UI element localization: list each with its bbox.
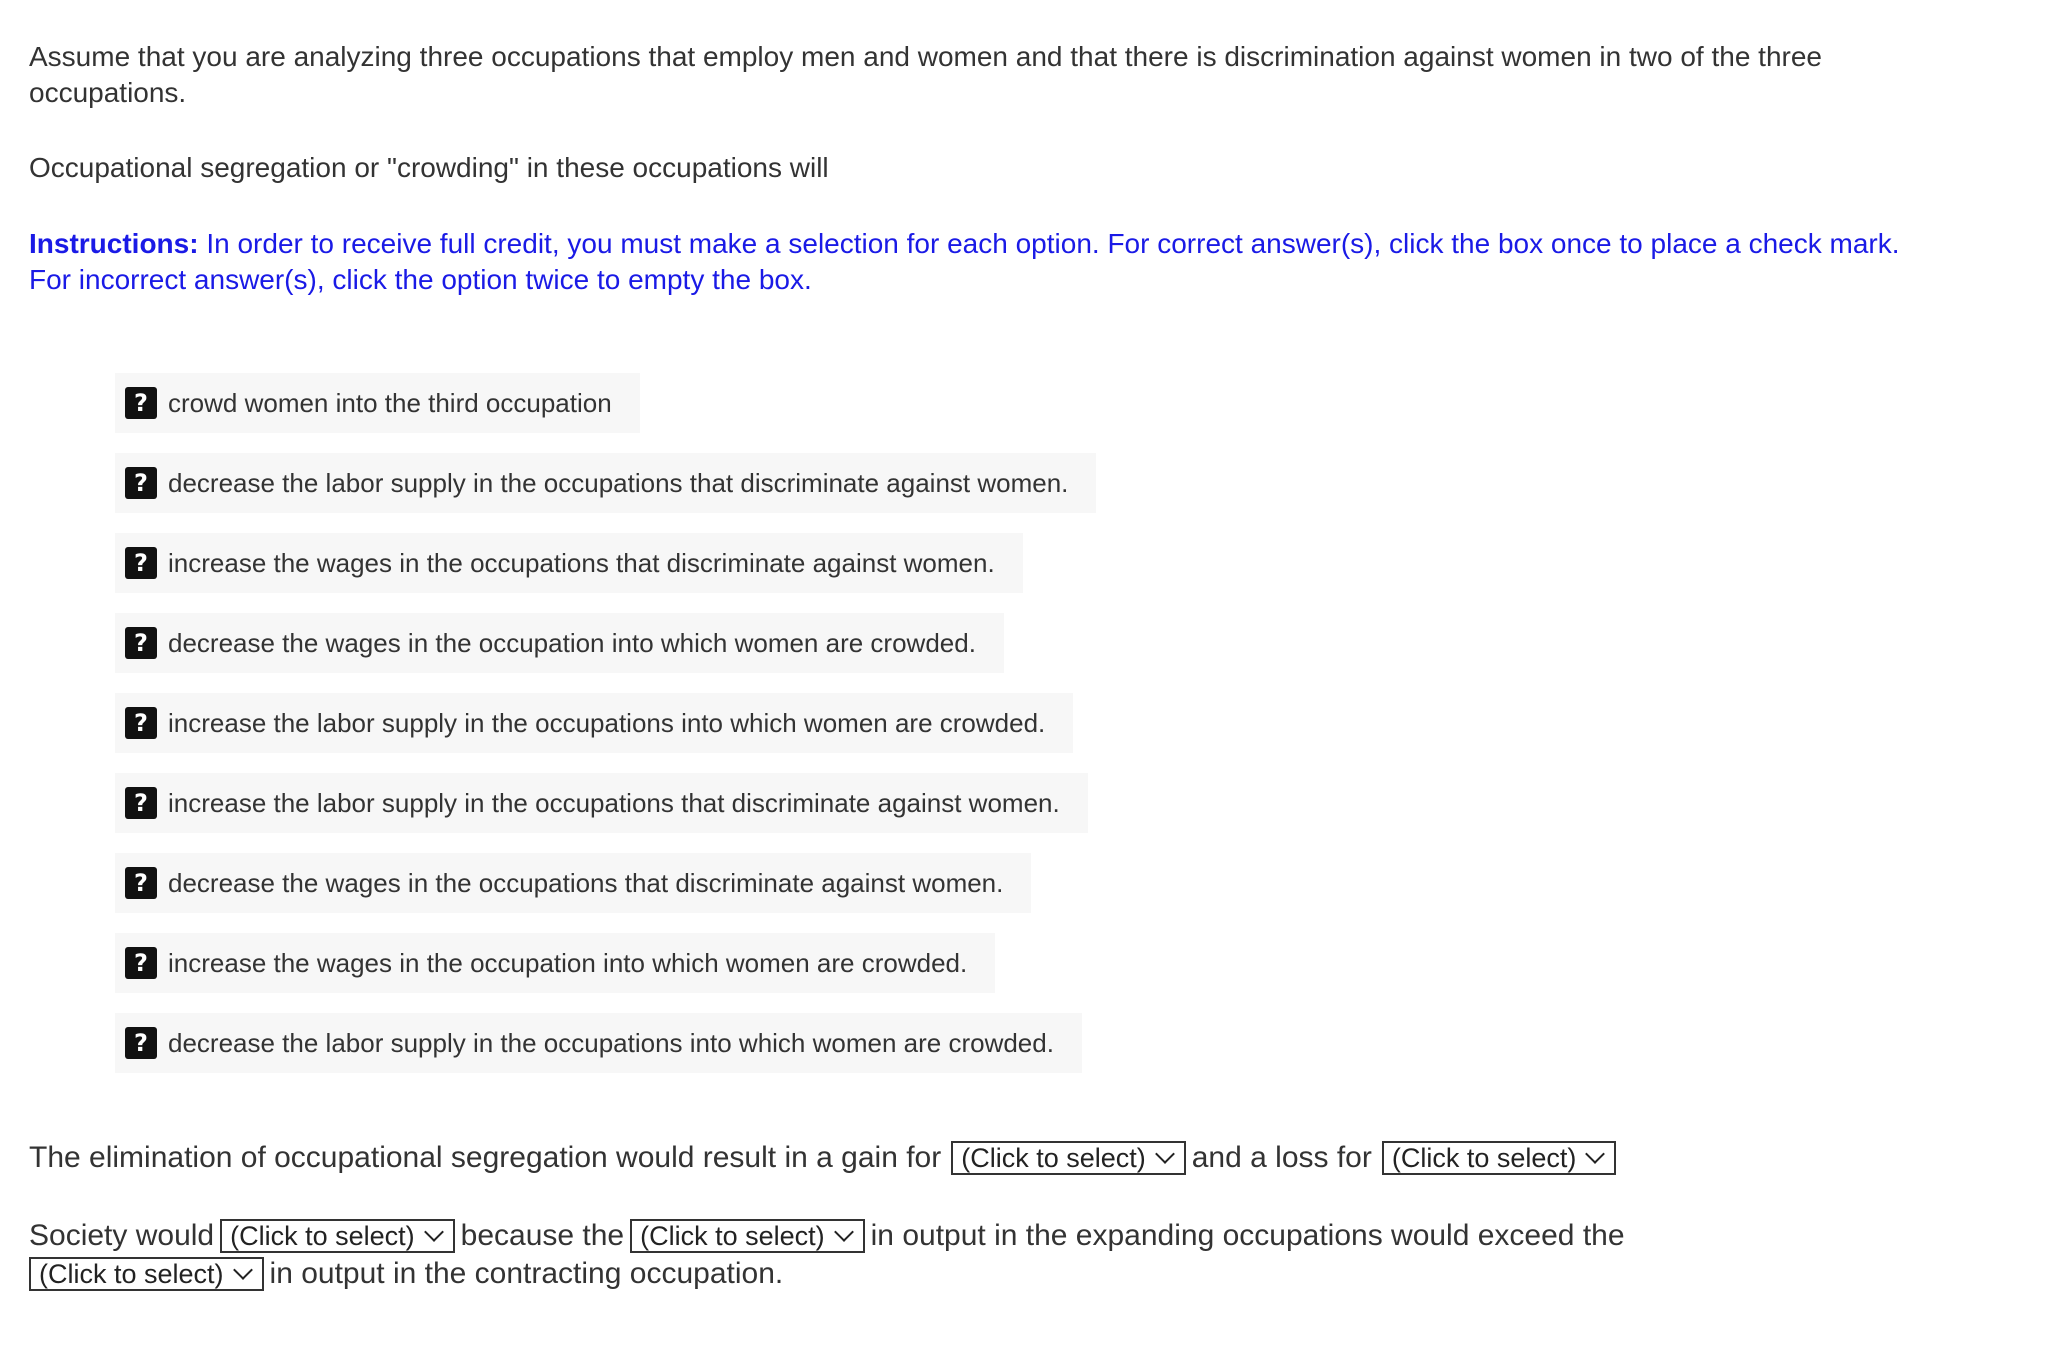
instructions-label: Instructions: bbox=[29, 228, 199, 259]
sentence-text: The elimination of occupational segregation would result in a gain for bbox=[29, 1141, 942, 1174]
chevron-down-icon bbox=[1585, 1144, 1605, 1164]
option-item[interactable] bbox=[115, 533, 1023, 593]
option-item[interactable] bbox=[115, 693, 1073, 753]
option-item[interactable] bbox=[115, 613, 1004, 673]
question-mark-icon[interactable]: ? bbox=[125, 547, 157, 579]
loss-for-select[interactable]: (Click to select) bbox=[1382, 1141, 1617, 1175]
society-would-select[interactable]: (Click to select) bbox=[220, 1219, 455, 1253]
comparison-select[interactable]: (Click to select) bbox=[29, 1257, 264, 1291]
sentence-text: in output in the expanding occupations would exceed the bbox=[870, 1219, 1625, 1252]
question-mark-icon[interactable]: ? bbox=[125, 707, 157, 739]
gain-for-select[interactable]: (Click to select) bbox=[951, 1141, 1186, 1175]
option-label: decrease the wages in the occupation into which women are crowded. bbox=[168, 627, 976, 658]
sentence-text: and a loss for bbox=[1191, 1141, 1372, 1174]
chevron-down-icon bbox=[233, 1260, 253, 1280]
sentence-society-line2 bbox=[29, 1257, 783, 1291]
option-item[interactable] bbox=[115, 1013, 1082, 1073]
option-label: increase the labor supply in the occupations into which women are crowded. bbox=[168, 707, 1046, 738]
option-label: increase the wages in the occupation into which women are crowded. bbox=[168, 947, 968, 978]
sentence-text: in output in the contracting occupation. bbox=[269, 1257, 784, 1290]
option-label: decrease the wages in the occupations that discriminate against women. bbox=[168, 867, 1004, 898]
question-mark-icon[interactable]: ? bbox=[125, 387, 157, 419]
option-label: decrease the labor supply in the occupations that discriminate against women. bbox=[168, 467, 1069, 498]
change-select[interactable]: (Click to select) bbox=[630, 1219, 865, 1253]
option-label: increase the labor supply in the occupations that discriminate against women. bbox=[168, 787, 1060, 818]
option-label: crowd women into the third occupation bbox=[168, 387, 612, 418]
chevron-down-icon bbox=[424, 1222, 444, 1242]
option-item[interactable] bbox=[115, 853, 1031, 913]
sentence-text: because the bbox=[460, 1219, 625, 1252]
instructions bbox=[29, 226, 1929, 298]
option-label: increase the wages in the occupations that discriminate against women. bbox=[168, 547, 995, 578]
sentence-gain-loss bbox=[29, 1141, 1622, 1175]
question-mark-icon[interactable]: ? bbox=[125, 467, 157, 499]
question-mark-icon[interactable]: ? bbox=[125, 787, 157, 819]
question-mark-icon[interactable]: ? bbox=[125, 947, 157, 979]
chevron-down-icon bbox=[1155, 1144, 1175, 1164]
option-item[interactable] bbox=[115, 453, 1096, 513]
instructions-text: In order to receive full credit, you must make a selection for each option. For correct answer(s), click the box once to place a check mark. For incorrect answer(s), click the option twice to empty the box. bbox=[29, 228, 1900, 295]
sentence-text: Society would bbox=[29, 1219, 215, 1252]
question-mark-icon[interactable]: ? bbox=[125, 1027, 157, 1059]
sentence-society-line1 bbox=[29, 1219, 1625, 1253]
question-mark-icon[interactable]: ? bbox=[125, 627, 157, 659]
option-item[interactable] bbox=[115, 773, 1088, 833]
option-item[interactable] bbox=[115, 933, 995, 993]
chevron-down-icon bbox=[834, 1222, 854, 1242]
question-prompt: Occupational segregation or "crowding" in these occupations will bbox=[29, 152, 829, 183]
question-text: Assume that you are analyzing three occupations that employ men and women and that there is discrimination against women in two of the three occupations. bbox=[29, 41, 1822, 108]
option-item[interactable] bbox=[115, 373, 640, 433]
option-label: decrease the labor supply in the occupations into which women are crowded. bbox=[168, 1027, 1054, 1058]
question-mark-icon[interactable]: ? bbox=[125, 867, 157, 899]
